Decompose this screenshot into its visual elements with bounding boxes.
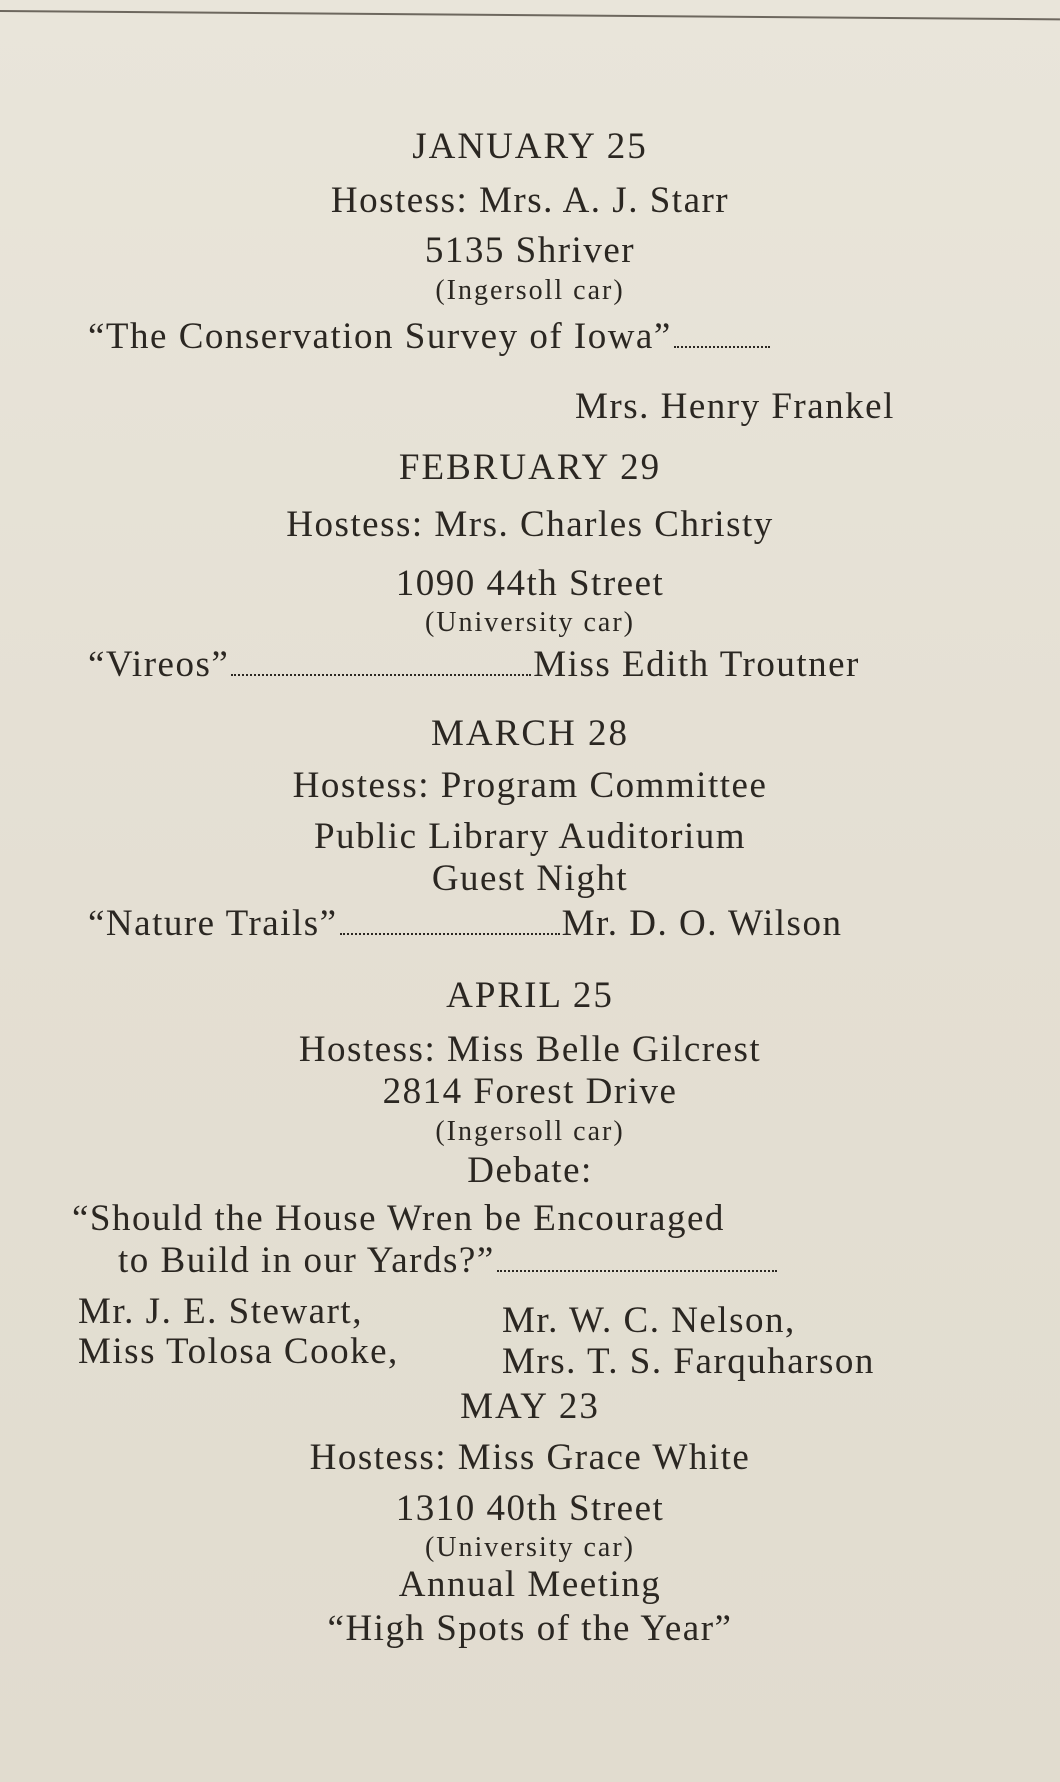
event-hostess: Hostess: Program Committee [292,765,768,806]
debate-speaker: Miss Tolosa Cooke, [78,1331,399,1372]
event-title-line [88,905,842,942]
event-month: MAY 23 [460,1386,600,1427]
dotted-leader [231,666,531,676]
event-address: 1310 40th Street [395,1488,665,1529]
event-month: APRIL 25 [446,975,614,1016]
top-edge-rule [0,10,1060,20]
event-month: FEBRUARY 29 [398,447,662,488]
event-hostess: Hostess: Miss Grace White [309,1437,751,1478]
event-car: (University car) [424,607,636,638]
event-title: “Nature Trails” [88,903,338,944]
event-hostess: Hostess: Mrs. Charles Christy [286,504,774,545]
dotted-leader [674,338,770,348]
event-title: “High Spots of the Year” [327,1608,733,1649]
event-address: Public Library Auditorium [313,816,747,857]
dotted-leader [340,925,560,935]
dotted-leader [497,1262,777,1272]
event-speaker: Mrs. Henry Frankel [575,386,895,427]
event-title-line-1: “Should the House Wren be Encouraged [72,1198,725,1239]
event-car: (Ingersoll car) [435,275,625,306]
event-title-line-2 [118,1242,779,1279]
event-note: Debate: [467,1150,593,1191]
event-speaker: Mr. D. O. Wilson [561,903,843,944]
event-address: 5135 Shriver [424,230,636,271]
event-title: “The Conservation Survey of Iowa” [88,316,672,357]
event-note: Guest Night [431,858,629,899]
event-title: “Vireos” [88,644,230,685]
event-address: 1090 44th Street [395,563,665,604]
event-hostess: Hostess: Miss Belle Gilcrest [298,1029,762,1070]
event-note: Annual Meeting [398,1564,662,1605]
event-month: JANUARY 25 [412,126,648,167]
event-title-line [88,646,860,683]
debate-speaker: Mrs. T. S. Farquharson [502,1341,875,1382]
event-title-line [88,318,772,355]
debate-speaker: Mr. J. E. Stewart, [78,1291,363,1332]
event-title: to Build in our Yards?” [118,1240,495,1281]
event-hostess: Hostess: Mrs. A. J. Starr [330,180,730,221]
event-month: MARCH 28 [431,713,629,754]
debate-speaker: Mr. W. C. Nelson, [502,1300,796,1341]
event-speaker: Miss Edith Troutner [533,644,860,685]
event-car: (University car) [424,1532,636,1563]
event-car: (Ingersoll car) [435,1116,625,1147]
event-address: 2814 Forest Drive [382,1071,678,1112]
